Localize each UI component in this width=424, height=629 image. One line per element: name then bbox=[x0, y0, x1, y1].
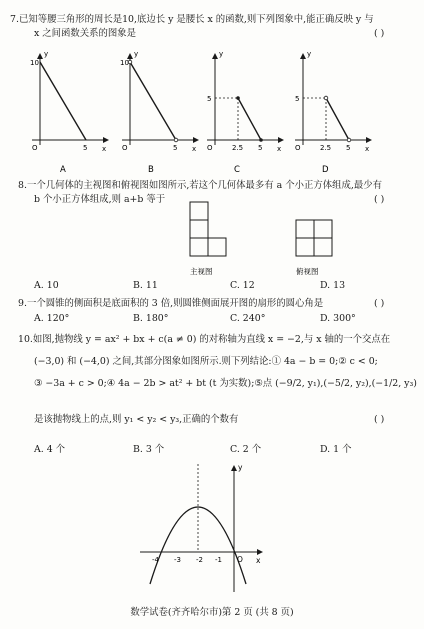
q10-option-a: A. 4 个 bbox=[34, 444, 66, 455]
q10-answer-bracket: ( ) bbox=[374, 414, 385, 425]
q7-line2: x 之间函数关系的图象是 bbox=[34, 28, 137, 39]
q10-option-b: B. 3 个 bbox=[133, 444, 165, 455]
q10-origin: O bbox=[237, 555, 243, 564]
q10-tick-neg4: -4 bbox=[152, 556, 159, 564]
q7-answer-bracket: ( ) bbox=[374, 28, 385, 39]
q7-a-y-label: y bbox=[44, 50, 49, 58]
q7-line1: 7.已知等腰三角形的周长是10,底边长 y 是腰长 x 的函数,则下列图象中,能正确反映 y 与 bbox=[10, 14, 374, 25]
q10-tick-neg3: -3 bbox=[174, 556, 181, 564]
q8-option-b: B. 11 bbox=[133, 280, 158, 291]
q7-d-y-label: y bbox=[307, 50, 312, 58]
q7-d-origin: O bbox=[295, 144, 301, 152]
q8-option-d: D. 13 bbox=[320, 280, 346, 291]
q7-b-x-tick: 5 bbox=[173, 144, 178, 152]
q10-tick-neg2: -2 bbox=[196, 556, 203, 564]
q10-line1: 10.如图,抛物线 y = ax² + bx + c(a ≠ 0) 的对称轴为直线 x = −2,与 x 轴的一个交点在 bbox=[18, 334, 391, 345]
q8-front-label: 主视图 bbox=[190, 267, 213, 276]
q8-answer-bracket: ( ) bbox=[374, 194, 385, 205]
q7-graph-a bbox=[30, 50, 108, 153]
q10-option-d: D. 1 个 bbox=[320, 444, 352, 455]
q7-b-y-label: y bbox=[134, 50, 139, 58]
q7-c-y-label: y bbox=[219, 50, 224, 58]
q10-line3: ③ −3a + c > 0;④ 4a − 2b > at² + bt (t 为实数);⑤点 (−9/2, y₁),(−5/2, y₂),(−1/2, y₃) bbox=[34, 378, 417, 389]
q7-c-x-tick-b: 5 bbox=[258, 144, 263, 152]
q7-option-a-label: A bbox=[60, 165, 66, 175]
q8-front-view bbox=[190, 202, 226, 256]
q7-c-x-tick-a: 2.5 bbox=[232, 144, 244, 152]
q10-x-label: x bbox=[256, 556, 261, 565]
q7-c-origin: O bbox=[207, 144, 213, 152]
q9-line1: 9.一个圆锥的侧面积是底面积的 3 倍,则圆锥侧面展开图的扇形的圆心角是 bbox=[18, 298, 324, 309]
q7-c-x-label: x bbox=[277, 145, 282, 153]
q10-option-c: C. 2 个 bbox=[230, 444, 262, 455]
q7-d-x-label: x bbox=[365, 145, 370, 153]
q9-option-b: B. 180° bbox=[133, 313, 169, 324]
q9-option-a: A. 120° bbox=[34, 313, 70, 324]
q8-line2: b 个小正方体组成,则 a+b 等于 bbox=[34, 194, 166, 205]
q8-views bbox=[0, 198, 424, 288]
q7-option-d-label: D bbox=[322, 165, 329, 175]
q7-a-x-label: x bbox=[102, 145, 107, 153]
q7-a-y-tick: 10 bbox=[30, 59, 39, 67]
q7-d-x-tick-b: 5 bbox=[346, 144, 351, 152]
q10-line2: (−3,0) 和 (−4,0) 之间,其部分图象如图所示.则下列结论:① 4a − b = 0;② c < 0; bbox=[34, 356, 378, 367]
q9-option-d: D. 300° bbox=[320, 313, 356, 324]
q10-parabola-graph bbox=[0, 460, 424, 600]
q7-d-x-tick-a: 2.5 bbox=[320, 144, 332, 152]
q7-b-origin: O bbox=[122, 144, 128, 152]
q8-top-view bbox=[296, 220, 332, 256]
page-footer: 数学试卷(齐齐哈尔市)第 2 页 (共 8 页) bbox=[130, 607, 294, 618]
q7-graph-d bbox=[295, 50, 371, 153]
q10-tick-neg1: -1 bbox=[215, 556, 222, 564]
q7-b-y-tick: 10 bbox=[120, 59, 129, 67]
q7-a-origin: O bbox=[32, 144, 38, 152]
q7-graphs bbox=[0, 40, 424, 220]
q10-line4: 是该抛物线上的点,则 y₁ < y₂ < y₃,正确的个数有 bbox=[34, 414, 239, 425]
q7-option-b-label: B bbox=[148, 165, 154, 175]
q9-answer-bracket: ( ) bbox=[374, 298, 385, 309]
q7-graph-b bbox=[120, 50, 198, 153]
q7-a-x-tick: 5 bbox=[83, 144, 88, 152]
q7-graph-c bbox=[207, 50, 283, 153]
q9-option-c: C. 240° bbox=[230, 313, 266, 324]
q7-c-y-tick: 5 bbox=[207, 95, 212, 103]
q7-option-c-label: C bbox=[234, 165, 240, 175]
q7-d-y-tick: 5 bbox=[295, 95, 300, 103]
q8-line1: 8.一个几何体的主视图和俯视图如图所示,若这个几何体最多有 a 个小正方体组成,最少有 bbox=[18, 180, 382, 191]
q10-y-label: y bbox=[238, 463, 243, 472]
q8-option-a: A. 10 bbox=[34, 280, 59, 291]
q7-b-x-label: x bbox=[192, 145, 197, 153]
q8-option-c: C. 12 bbox=[230, 280, 255, 291]
q8-top-label: 俯视图 bbox=[296, 267, 319, 276]
